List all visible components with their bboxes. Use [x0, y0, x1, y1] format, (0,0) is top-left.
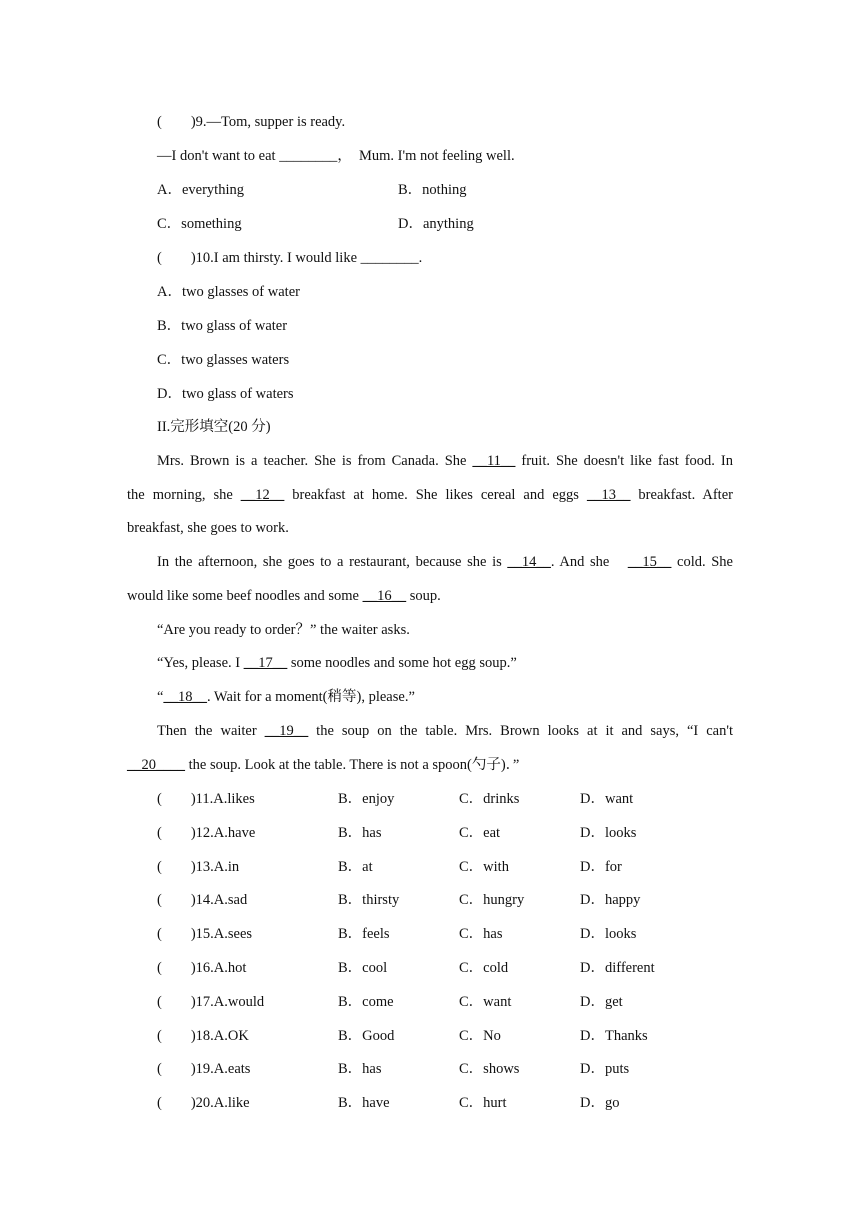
question-10-stem: ( )10.I am thirsty. I would like ________. [157, 250, 423, 266]
question-number: ( )18.A.OK [157, 1028, 249, 1044]
question-number: ( )19.A.eats [157, 1061, 251, 1077]
option-c: C．eat [459, 825, 501, 841]
option-b: B．has [338, 1061, 382, 1077]
question-9-option-a: A．everything [157, 182, 244, 198]
option-c: C．hurt [459, 1095, 507, 1111]
question-number: ( )12.A.have [157, 825, 256, 841]
option-b: B．has [338, 825, 382, 841]
option-c: C．hungry [459, 892, 525, 908]
option-d: D．different [580, 960, 655, 976]
question-9-dialogue: —I don't want to eat ________， Mum. I'm not feeling well. [157, 148, 515, 164]
option-c: C．with [459, 859, 509, 875]
blank-13: __13__ [586, 487, 631, 503]
option-b: B．feels [338, 926, 390, 942]
option-d: D．go [580, 1095, 620, 1111]
passage-p4: “Yes, please. I __17__ some noodles and some hot egg soup.” [157, 655, 517, 671]
question-number: ( )13.A.in [157, 859, 240, 875]
option-d: D．Thanks [580, 1028, 648, 1044]
option-b: B．Good [338, 1028, 395, 1044]
question-9-option-c: C．something [157, 216, 242, 232]
question-number: ( )14.A.sad [157, 892, 248, 908]
option-b: B．cool [338, 960, 388, 976]
passage-p6-line2: __20____ the soup. Look at the table. There is not a spoon(勺子)．” [127, 757, 520, 773]
blank-16: __16__ [362, 588, 407, 604]
option-b: B．have [338, 1095, 390, 1111]
option-b: B．come [338, 994, 394, 1010]
option-c: C．shows [459, 1061, 520, 1077]
passage-p2-line2: would like some beef noodles and some __16__ soup. [127, 588, 441, 604]
option-d: D．get [580, 994, 623, 1010]
question-10-option-d: D．two glass of waters [157, 386, 294, 402]
option-c: C．No [459, 1028, 501, 1044]
question-9-option-b: B．nothing [398, 182, 467, 198]
blank-19: __19__ [264, 723, 309, 739]
question-number: ( )15.A.sees [157, 926, 253, 942]
section-heading: II.完形填空(20 分) [157, 419, 271, 435]
option-d: D．happy [580, 892, 641, 908]
blank-18: __18__ [163, 689, 207, 705]
passage-p1-line3: breakfast, she goes to work. [127, 520, 289, 536]
blank-17: __17__ [243, 655, 288, 671]
question-10-option-c: C．two glasses waters [157, 352, 290, 368]
blank-15: __15__ [627, 554, 672, 570]
option-b: B．thirsty [338, 892, 400, 908]
option-c: C．drinks [459, 791, 520, 807]
option-c: C．has [459, 926, 503, 942]
question-number: ( )11.A.likes [157, 791, 255, 807]
question-number: ( )16.A.hot [157, 960, 247, 976]
option-d: D．puts [580, 1061, 630, 1077]
passage-p2-line1: In the afternoon, she goes to a restaurant, because she is __14__. And she __15__ cold. She [157, 554, 733, 570]
question-9-option-d: D．anything [398, 216, 474, 232]
option-b: B．at [338, 859, 373, 875]
option-d: D．looks [580, 926, 637, 942]
blank-14: __14__ [507, 554, 551, 570]
passage-p1-line1: Mrs. Brown is a teacher. She is from Canada. She __11__ fruit. She doesn't like fast food. In [157, 453, 733, 469]
blank-11: __11__ [472, 453, 516, 469]
blank-20: __20____ [127, 757, 185, 773]
option-d: D．want [580, 791, 634, 807]
option-d: D．looks [580, 825, 637, 841]
question-number: ( )20.A.like [157, 1095, 250, 1111]
option-c: C．cold [459, 960, 509, 976]
passage-p5: “__18__. Wait for a moment(稍等), please.” [157, 689, 415, 705]
option-c: C．want [459, 994, 512, 1010]
question-9-stem: ( )9.—Tom, supper is ready. [157, 114, 346, 130]
passage-p6-line1: Then the waiter __19__ the soup on the table. Mrs. Brown looks at it and says, “I can't [157, 723, 733, 739]
blank-12: __12__ [240, 487, 285, 503]
question-10-option-a: A．two glasses of water [157, 284, 300, 300]
option-d: D．for [580, 859, 622, 875]
question-number: ( )17.A.would [157, 994, 265, 1010]
question-10-option-b: B．two glass of water [157, 318, 288, 334]
passage-p3: “Are you ready to order？” the waiter asks. [157, 622, 410, 638]
passage-p1-line2: the morning, she __12__ breakfast at home. She likes cereal and eggs __13__ breakfast. After [127, 487, 733, 503]
option-b: B．enjoy [338, 791, 395, 807]
